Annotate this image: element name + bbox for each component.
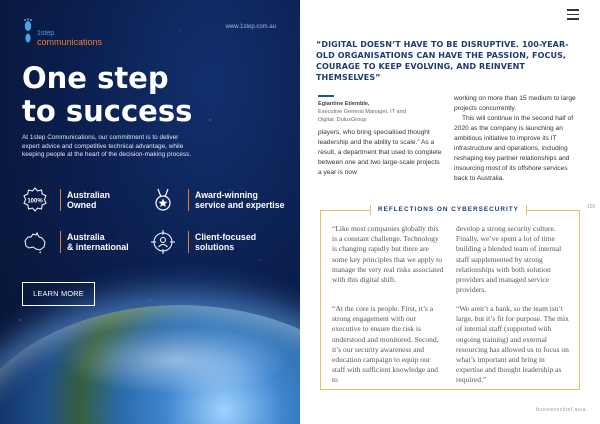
box-quote-4: “We aren’t a bank, so the team isn’t large, but it’s fit for purpose. The mix of internal staff (supported with ongoing training) and external resourcing has allowed us to focus on what’s important and bring in expertise and thought leadership as required.”	[456, 304, 569, 385]
feature-label	[195, 190, 300, 211]
feature-line-2: & international	[67, 242, 129, 252]
feature-line-2: solutions	[195, 242, 235, 252]
byline-divider	[318, 95, 334, 97]
box-quote-1: “Like most companies globally this is a constant challenge. Technology is changing rapidly but there are some key principles that we apply to manage the very real risks associated with this digital shift.	[332, 224, 444, 285]
feature-client-focused	[150, 229, 295, 255]
column-2-paragraph-1: working on more than 15 medium to large projects concurrently.	[454, 95, 576, 112]
award-medal-icon	[150, 187, 176, 213]
reflections-box-title: REFLECTIONS ON CYBERSECURITY	[370, 205, 527, 215]
headline-line-1: One step	[22, 61, 169, 95]
ad-paragraph: At 1step Communications, our commitment is to deliver expert advice and competitive technical advantage, while keeping people at the heart of the decision-making process.	[22, 134, 192, 159]
feature-australian-owned	[22, 187, 167, 213]
footprint-logo-icon	[22, 18, 34, 48]
feature-divider	[60, 189, 61, 211]
hamburger-menu-icon[interactable]	[567, 9, 579, 19]
page-number: 101	[587, 204, 596, 210]
feature-award-winning	[150, 187, 300, 213]
client-focus-icon	[150, 229, 176, 255]
feature-line-1: Client-focused	[195, 231, 257, 242]
earth-cloud-highlight	[60, 325, 290, 395]
feature-line-1: Australia	[67, 231, 105, 242]
company-logo[interactable]	[22, 18, 102, 48]
headline-line-2: to success	[22, 94, 193, 128]
article-column-1: players, who bring specialised thought leadership and the ability to scale.” As a result, a department that used to complete between one and two large-scale projects a year is now	[318, 129, 442, 176]
website-url[interactable]: www.1step.com.au	[225, 24, 276, 30]
ad-headline	[22, 62, 282, 128]
box-quote-3: “At the core is people. First, it’s a strong engagement with our executive to ensure the risk is understood and monitored. Second, it’s our security awareness and education campaign to equip our staff with sufficient knowledge and to	[332, 304, 439, 385]
feature-divider	[188, 189, 189, 211]
logo-text-top: 1step	[37, 30, 55, 37]
australia-map-icon	[22, 229, 48, 255]
byline	[318, 100, 422, 124]
box-quote-2: develop a strong security culture. Finally, we’ve spent a lot of time building a blended team of internal staff supplemented by strong relationships with both solution providers and managed service providers.	[456, 224, 562, 295]
feature-australia-international	[22, 229, 167, 255]
badge-text: 100%	[27, 198, 43, 205]
column-2-paragraph-2: This will continue in the second half of 2020 as the company is launching an ambitious initiative to improve its IT infrastructure and operations, including reshaping key partner relationships and insourcing most of its offshore services back to Australia.	[454, 115, 574, 182]
feature-divider	[188, 231, 189, 253]
feature-line-1: Award-winning	[195, 189, 258, 200]
hundred-percent-badge-icon	[22, 187, 48, 213]
logo-text	[37, 29, 102, 47]
feature-label	[195, 232, 295, 253]
feature-divider	[60, 231, 61, 253]
feature-line-2: Owned	[67, 200, 97, 210]
byline-title: Executive General Manager, IT and Digital, DuluxGroup	[318, 109, 406, 123]
feature-line-2: service and expertise	[195, 200, 285, 210]
footer-site-url[interactable]: businesschief.asia	[536, 407, 586, 413]
byline-name: Eglantine Etiemble,	[318, 101, 370, 107]
logo-text-bottom: communications	[37, 37, 103, 47]
feature-line-1: Australian	[67, 189, 111, 200]
learn-more-button[interactable]: LEARN MORE	[22, 282, 95, 306]
article-column-2	[454, 94, 580, 184]
pull-quote: “DIGITAL DOESN’T HAVE TO BE DISRUPTIVE. 100-YEAR-OLD ORGANISATIONS CAN HAVE THE PASSION, FOCUS, COURAGE TO KEEP EVOLVING, AND REINVENT THEMSELVES”	[316, 40, 569, 82]
